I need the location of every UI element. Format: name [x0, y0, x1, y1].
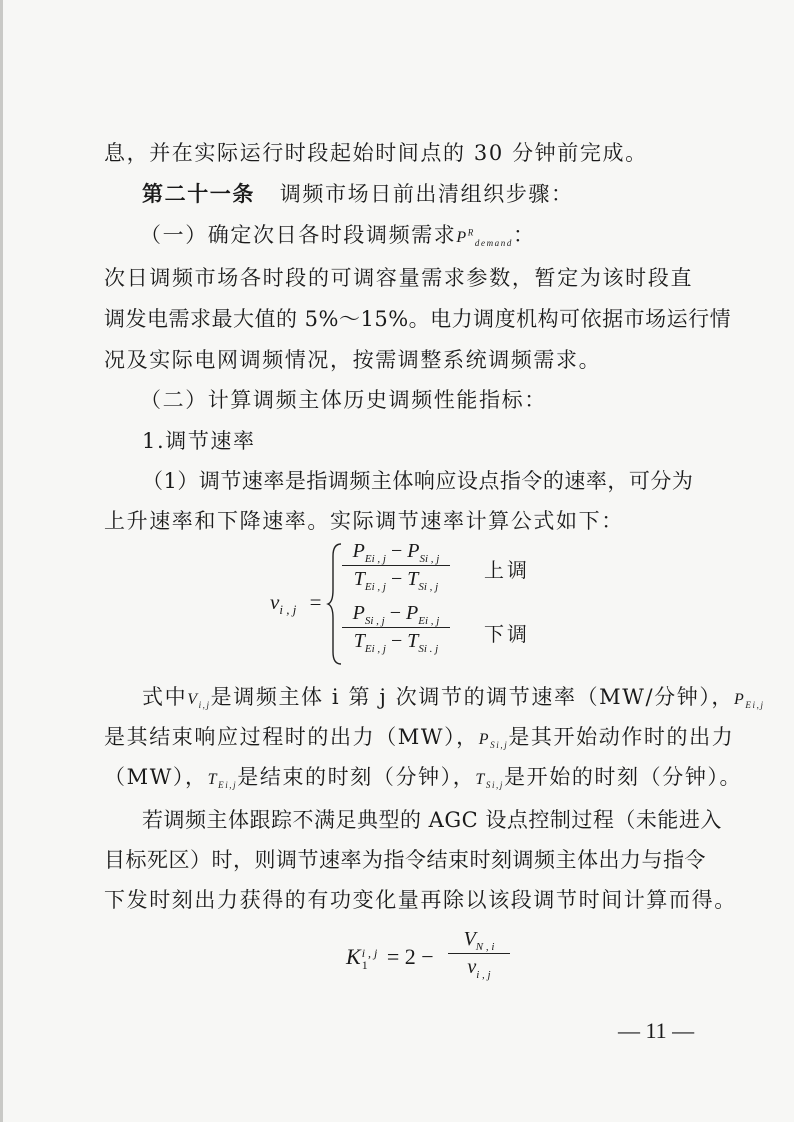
p5-line-1: 若调频主体跟踪不满足典型的 AGC 设点控制过程（未能进入	[142, 808, 722, 832]
p2-line-1: 次日调频市场各时段的可调容量需求参数，暂定为该时段直	[104, 266, 692, 290]
item-two: （二）计算调频主体历史调频性能指标：	[140, 388, 547, 412]
p4-line-2: 是其结束响应过程时的出力（MW），$P_{Si,j}$是其开始动作时的出力	[104, 725, 735, 751]
article-heading	[142, 179, 574, 209]
item1-prefix: （一）确定次日各时段调频需求	[140, 223, 457, 247]
item1-suffix: ：	[513, 223, 536, 247]
te-symbol: $T_{Ei,j}$	[207, 771, 238, 791]
k1-formula	[346, 928, 546, 998]
paragraph-continuation	[104, 138, 648, 168]
p2-line-2: 调发电需求最大值的 5%～15%。电力调度机构可依据市场运行情	[104, 307, 732, 331]
ts-symbol: $T_{Si,j}$	[475, 771, 505, 791]
p1-text: 息，并在实际运行时段起始时间点的 30 分钟前完成。	[104, 141, 648, 165]
p5-line-2: 目标死区）时，则调节速率为指令结束时刻调频主体出力与指令	[104, 848, 706, 872]
label-up: 上调	[484, 558, 530, 582]
p3-line-2: 上升速率和下降速率。实际调节速率计算公式如下：	[104, 509, 624, 533]
p4-line-3: （MW），$T_{Ei,j}$是结束的时刻（分钟），$T_{Si,j}$是开始的时刻（分钟）。	[104, 765, 743, 791]
p5-line-3: 下发时刻出力获得的有功变化量再除以该段调节时间计算而得。	[104, 888, 737, 912]
k1-fraction: $V_{N , i}$ $v_{i , j}$	[448, 928, 510, 979]
p-demand-symbol: $P^R_{demand}$	[456, 227, 513, 249]
up-fraction: $P_{Ei , j} - P_{Si , j}$ $T_{Ei , j} - T_{Si , j}$	[342, 540, 450, 591]
p4-line-1: 式中$V_{i,j}$是调频主体 i 第 j 次调节的调节速率（MW/分钟），$P_{Ei,j}$	[142, 685, 765, 711]
k1-lhs: K i , j 1 = 2 −	[346, 944, 434, 972]
down-fraction: $P_{Si , j} - P_{Ei , j}$ $T_{Ei , j} - T_{Si . j}$	[342, 602, 450, 653]
subheading-rate: 1.调节速率	[142, 429, 256, 453]
p2-line-3: 况及实际电网调频情况，按需调整系统调频需求。	[104, 348, 602, 372]
scan-left-edge	[0, 0, 3, 1122]
rate-formula	[270, 540, 570, 665]
ps-symbol: $P_{Si,j}$	[478, 731, 509, 751]
article-text: 调频市场日前出清组织步骤：	[279, 182, 574, 206]
label-down: 下调	[484, 622, 530, 646]
pe-symbol: $P_{Ei,j}$	[734, 691, 765, 711]
article-number: 第二十一条	[142, 181, 255, 206]
page-number: — 11 —	[618, 1018, 695, 1043]
formula-lhs: $v_{i , j}$ =	[270, 590, 322, 618]
v-symbol: $V_{i,j}$	[187, 691, 211, 711]
p3-line-1: （1）调节速率是指调频主体响应设点指令的速率，可分为	[142, 469, 694, 493]
item-one	[140, 220, 536, 253]
